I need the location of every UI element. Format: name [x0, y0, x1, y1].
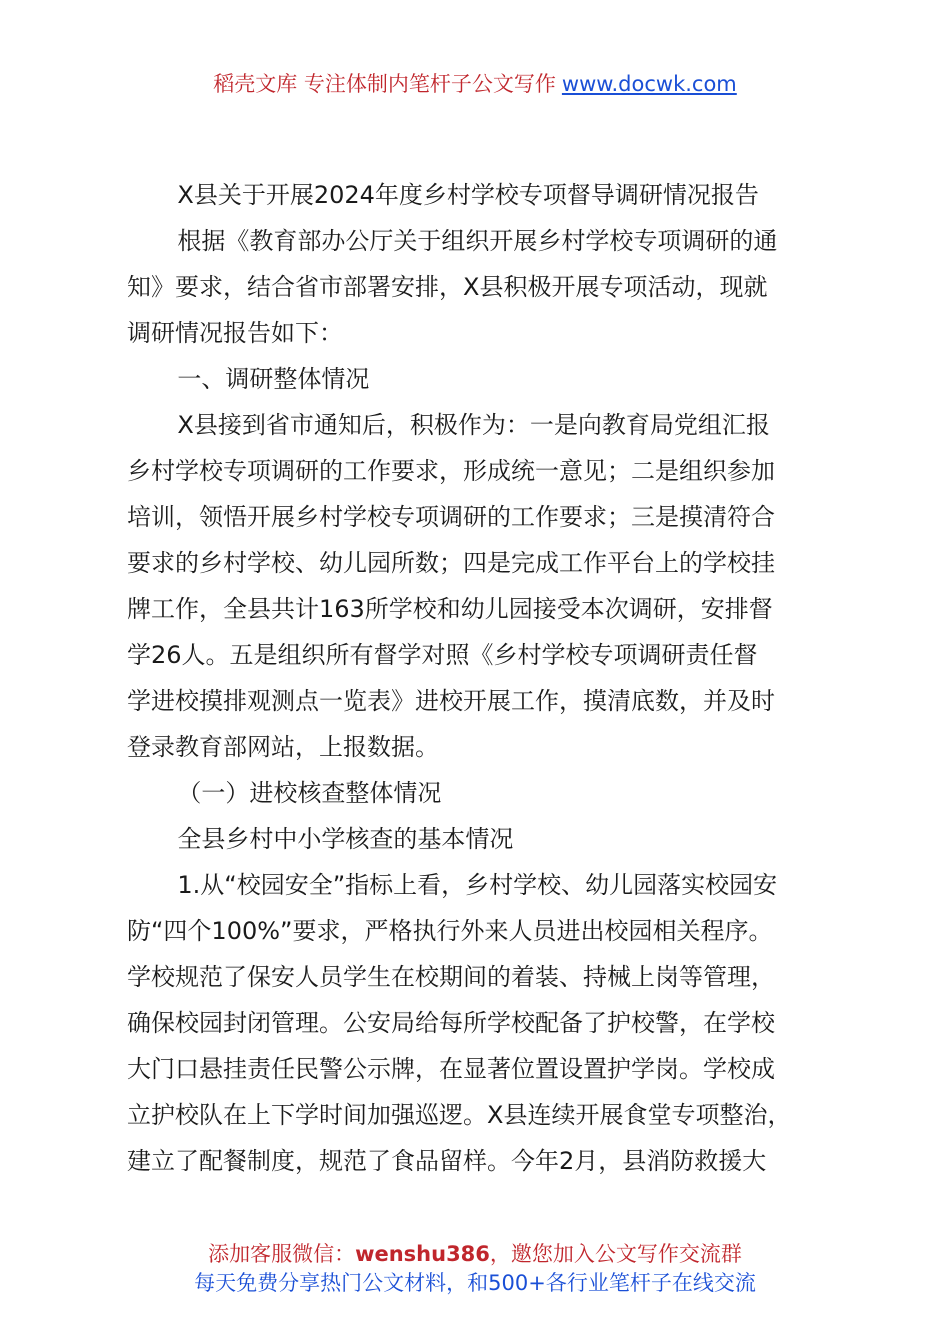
paragraph-line: 学校规范了保安人员学生在校期间的着装、持械上岗等管理， [127, 963, 775, 991]
document-title: X县关于开展2024年度乡村学校专项督导调研情况报告 [177, 181, 759, 209]
paragraph-line: 立护校队在上下学时间加强巡逻。X县连续开展食堂专项整治， [127, 1101, 792, 1129]
subsection-heading: （一）进校核查整体情况 [177, 779, 442, 807]
paragraph-line: 乡村学校专项调研的工作要求，形成统一意见；二是组织参加 [127, 457, 775, 485]
page-footer [0, 1240, 950, 1298]
paragraph-line: 防“四个100%”要求，严格执行外来人员进出校园相关程序。 [127, 917, 773, 945]
paragraph-line: 学进校摸排观测点一览表》进校开展工作，摸清底数，并及时 [127, 687, 775, 715]
section-heading: 一、调研整体情况 [177, 365, 370, 393]
paragraph-line: 调研情况报告如下： [127, 319, 343, 347]
paragraph-line: 全县乡村中小学核查的基本情况 [177, 825, 514, 853]
footer-promo-line: 每天免费分享热门公文材料，和500+各行业笔杆子在线交流 [194, 1271, 756, 1295]
paragraph-line: 建立了配餐制度，规范了食品留样。今年2月，县消防救援大 [127, 1147, 767, 1175]
paragraph-line: 培训，领悟开展乡村学校专项调研的工作要求；三是摸清符合 [127, 503, 775, 531]
page-header [0, 68, 950, 100]
paragraph-line: 1.从“校园安全”指标上看，乡村学校、幼儿园落实校园安 [177, 871, 778, 899]
wechat-id: wenshu386 [355, 1242, 490, 1266]
paragraph-line: 要求的乡村学校、幼儿园所数；四是完成工作平台上的学校挂 [127, 549, 775, 577]
brand-slogan: 稻壳文库 专注体制内笔杆子公文写作 [213, 72, 556, 96]
footer-contact-suffix: ，邀您加入公文写作交流群 [489, 1242, 742, 1266]
paragraph-line: 登录教育部网站，上报数据。 [127, 733, 439, 761]
footer-contact-prefix: 添加客服微信： [208, 1242, 356, 1266]
paragraph-line: 确保校园封闭管理。公安局给每所学校配备了护校警，在学校 [127, 1009, 775, 1037]
footer-contact-line [0, 1240, 950, 1269]
website-link[interactable]: www.docwk.com [561, 72, 737, 96]
paragraph-line: 学26人。五是组织所有督学对照《乡村学校专项调研责任督 [127, 641, 758, 669]
paragraph-line: 根据《教育部办公厅关于组织开展乡村学校专项调研的通 [177, 227, 778, 255]
paragraph-line: 牌工作，全县共计163所学校和幼儿园接受本次调研，安排督 [127, 595, 773, 623]
paragraph-line: X县接到省市通知后，积极作为：一是向教育局党组汇报 [177, 411, 770, 439]
paragraph-line: 大门口悬挂责任民警公示牌，在显著位置设置护学岗。学校成 [127, 1055, 775, 1083]
paragraph-line: 知》要求，结合省市部署安排，X县积极开展专项活动，现就 [127, 273, 768, 301]
document-body [127, 172, 827, 1184]
